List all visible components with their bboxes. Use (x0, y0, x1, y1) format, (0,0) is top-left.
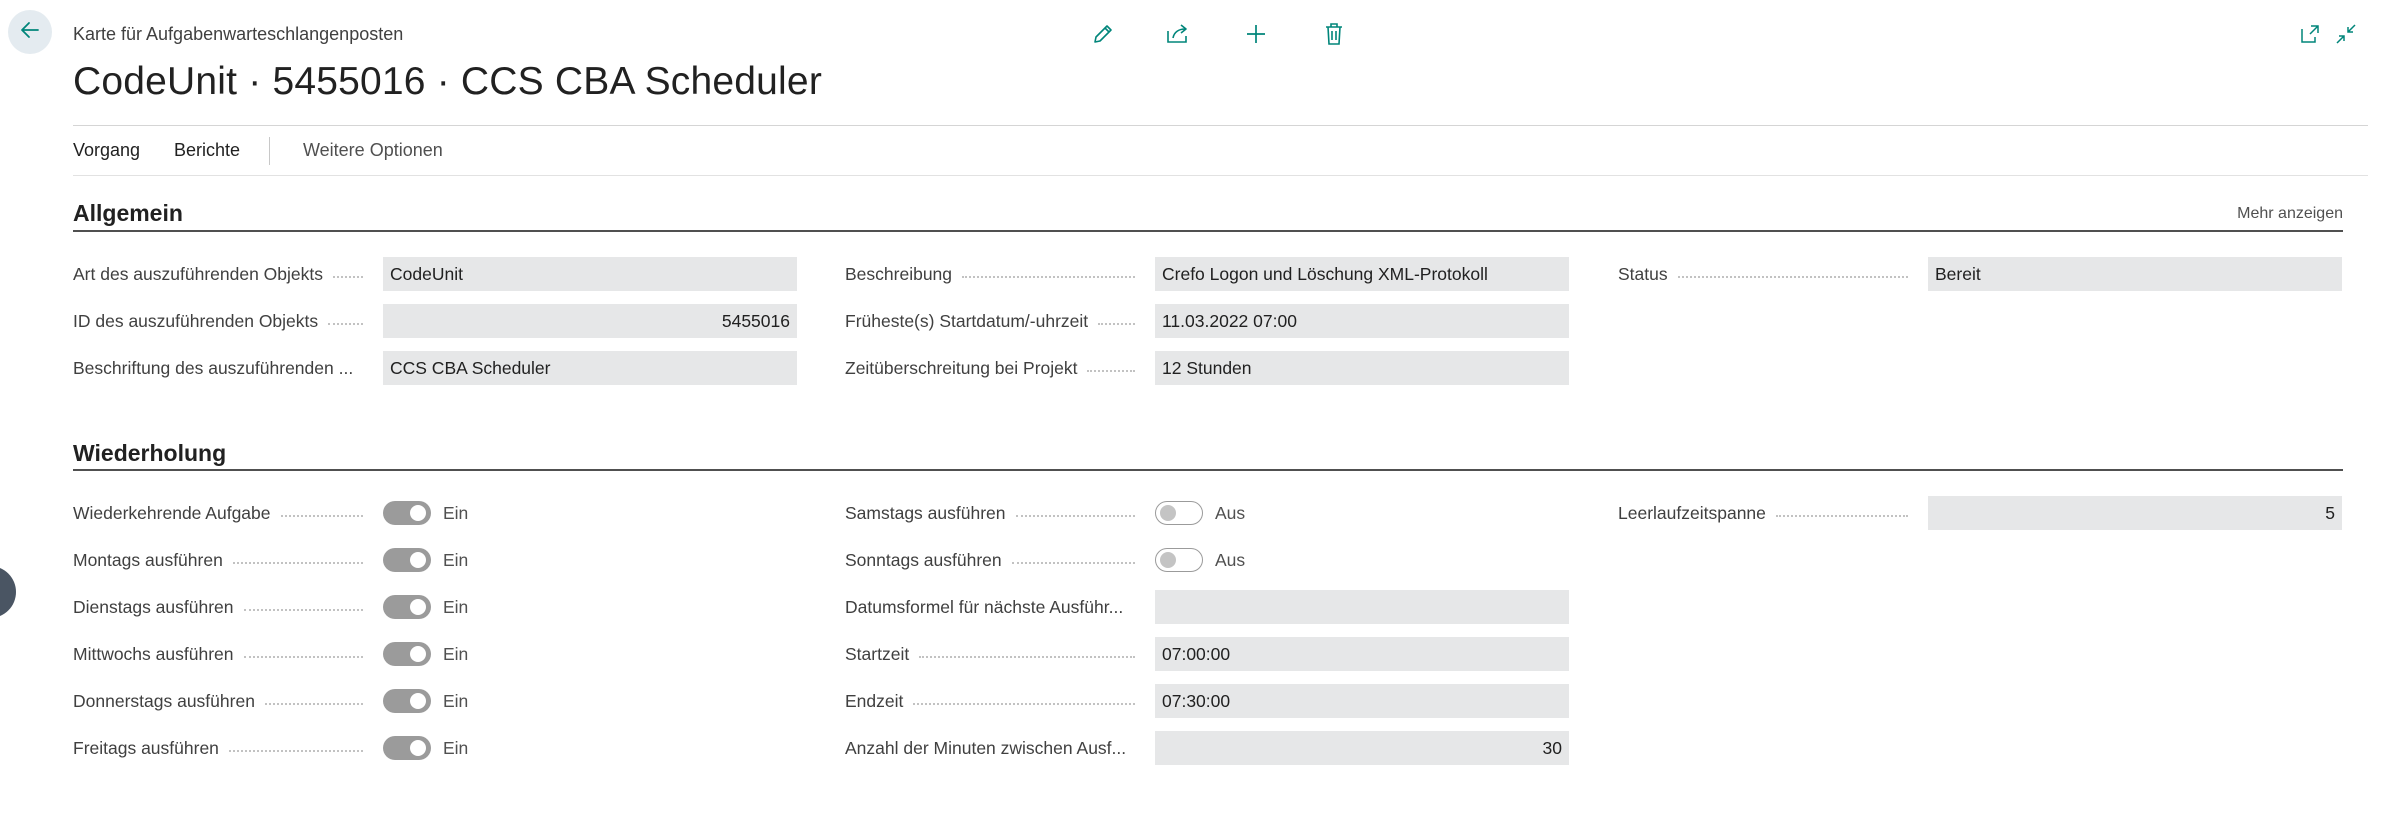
trash-icon[interactable] (1319, 19, 1349, 49)
section-title-recurrence: Wiederholung (73, 440, 227, 466)
toggle-state-text: Aus (1215, 502, 1246, 523)
run-thursday-toggle[interactable] (383, 689, 431, 713)
end-time-field[interactable]: 07:30:00 (1155, 684, 1569, 718)
menu-vorgang[interactable]: Vorgang (73, 140, 141, 160)
field-label-run-thursday: Donnerstags ausführen (73, 684, 373, 718)
run-tuesday-toggle[interactable] (383, 595, 431, 619)
field-label-next-run-date-formula: Datumsformel für nächste Ausführ... (845, 596, 1124, 617)
next-run-date-formula-field[interactable] (1155, 590, 1569, 624)
object-caption-field[interactable]: CCS CBA Scheduler (383, 351, 797, 385)
section-divider-general (73, 230, 2343, 232)
collapse-icon[interactable] (2331, 19, 2361, 49)
field-label-start-time: Startzeit (845, 637, 1145, 671)
open-new-window-icon[interactable] (2295, 19, 2325, 49)
object-id-field[interactable]: 5455016 (383, 304, 797, 338)
show-more-link[interactable]: Mehr anzeigen (2237, 205, 2343, 222)
toggle-state-text: Ein (443, 502, 469, 523)
plus-icon[interactable] (1241, 19, 1271, 49)
run-sunday-toggle-group (1155, 543, 1245, 577)
menu-berichte[interactable]: Berichte (174, 140, 241, 160)
run-wednesday-toggle-group (383, 637, 468, 671)
share-icon[interactable] (1163, 19, 1193, 49)
toggle-state-text: Ein (443, 690, 469, 711)
section-title-general: Allgemein (73, 200, 183, 226)
page-title: CodeUnit · 5455016 · CCS CBA Scheduler (73, 60, 822, 103)
field-label-inactivity-timeout: Leerlaufzeitspanne (1618, 496, 1918, 530)
back-button[interactable] (8, 10, 52, 54)
toggle-state-text: Ein (443, 549, 469, 570)
run-monday-toggle[interactable] (383, 548, 431, 572)
run-friday-toggle-group (383, 731, 468, 765)
header-divider (73, 125, 2368, 126)
description-field[interactable]: Crefo Logon und Löschung XML-Protokoll (1155, 257, 1569, 291)
field-label-earliest-start: Früheste(s) Startdatum/-uhrzeit (845, 304, 1145, 338)
recurring-job-toggle[interactable] (383, 501, 431, 525)
run-monday-toggle-group (383, 543, 468, 577)
field-label-minutes-between-runs: Anzahl der Minuten zwischen Ausf... (845, 737, 1127, 758)
run-saturday-toggle-group (1155, 496, 1245, 530)
section-divider-recurrence (73, 469, 2343, 471)
field-label-run-sunday: Sonntags ausführen (845, 543, 1145, 577)
toggle-state-text: Aus (1215, 549, 1246, 570)
run-thursday-toggle-group (383, 684, 468, 718)
run-tuesday-toggle-group (383, 590, 468, 624)
field-label-end-time: Endzeit (845, 684, 1145, 718)
arrow-left-icon (18, 18, 42, 47)
pencil-icon[interactable] (1088, 19, 1118, 49)
field-label-description: Beschreibung (845, 257, 1145, 291)
menu-more-options[interactable]: Weitere Optionen (303, 140, 443, 160)
job-timeout-field[interactable]: 12 Stunden (1155, 351, 1569, 385)
menu-separator (269, 137, 270, 165)
field-label-object-caption: Beschriftung des auszuführenden ... (73, 357, 354, 378)
inactivity-timeout-field[interactable]: 5 (1928, 496, 2342, 530)
toggle-state-text: Ein (443, 737, 469, 758)
object-type-field[interactable]: CodeUnit (383, 257, 797, 291)
field-label-job-timeout: Zeitüberschreitung bei Projekt (845, 351, 1145, 385)
field-label-run-friday: Freitags ausführen (73, 731, 373, 765)
start-time-field[interactable]: 07:00:00 (1155, 637, 1569, 671)
field-label-object-type: Art des auszuführenden Objekts (73, 257, 373, 291)
toggle-state-text: Ein (443, 643, 469, 664)
field-label-run-saturday: Samstags ausführen (845, 496, 1145, 530)
menu-divider (73, 175, 2368, 176)
breadcrumb: Karte für Aufgabenwarteschlangenposten (73, 24, 404, 44)
minutes-between-runs-field[interactable]: 30 (1155, 731, 1569, 765)
earliest-start-field[interactable]: 11.03.2022 07:00 (1155, 304, 1569, 338)
toggle-state-text: Ein (443, 596, 469, 617)
field-label-recurring-job: Wiederkehrende Aufgabe (73, 496, 373, 530)
run-wednesday-toggle[interactable] (383, 642, 431, 666)
recurring-job-toggle-group (383, 496, 468, 530)
run-saturday-toggle[interactable] (1155, 501, 1203, 525)
field-label-status: Status (1618, 257, 1918, 291)
run-sunday-toggle[interactable] (1155, 548, 1203, 572)
field-label-object-id: ID des auszuführenden Objekts (73, 304, 373, 338)
run-friday-toggle[interactable] (383, 736, 431, 760)
field-label-run-monday: Montags ausführen (73, 543, 373, 577)
field-label-run-wednesday: Mittwochs ausführen (73, 637, 373, 671)
field-label-run-tuesday: Dienstags ausführen (73, 590, 373, 624)
status-field[interactable]: Bereit (1928, 257, 2342, 291)
side-panel-handle[interactable] (0, 566, 16, 618)
